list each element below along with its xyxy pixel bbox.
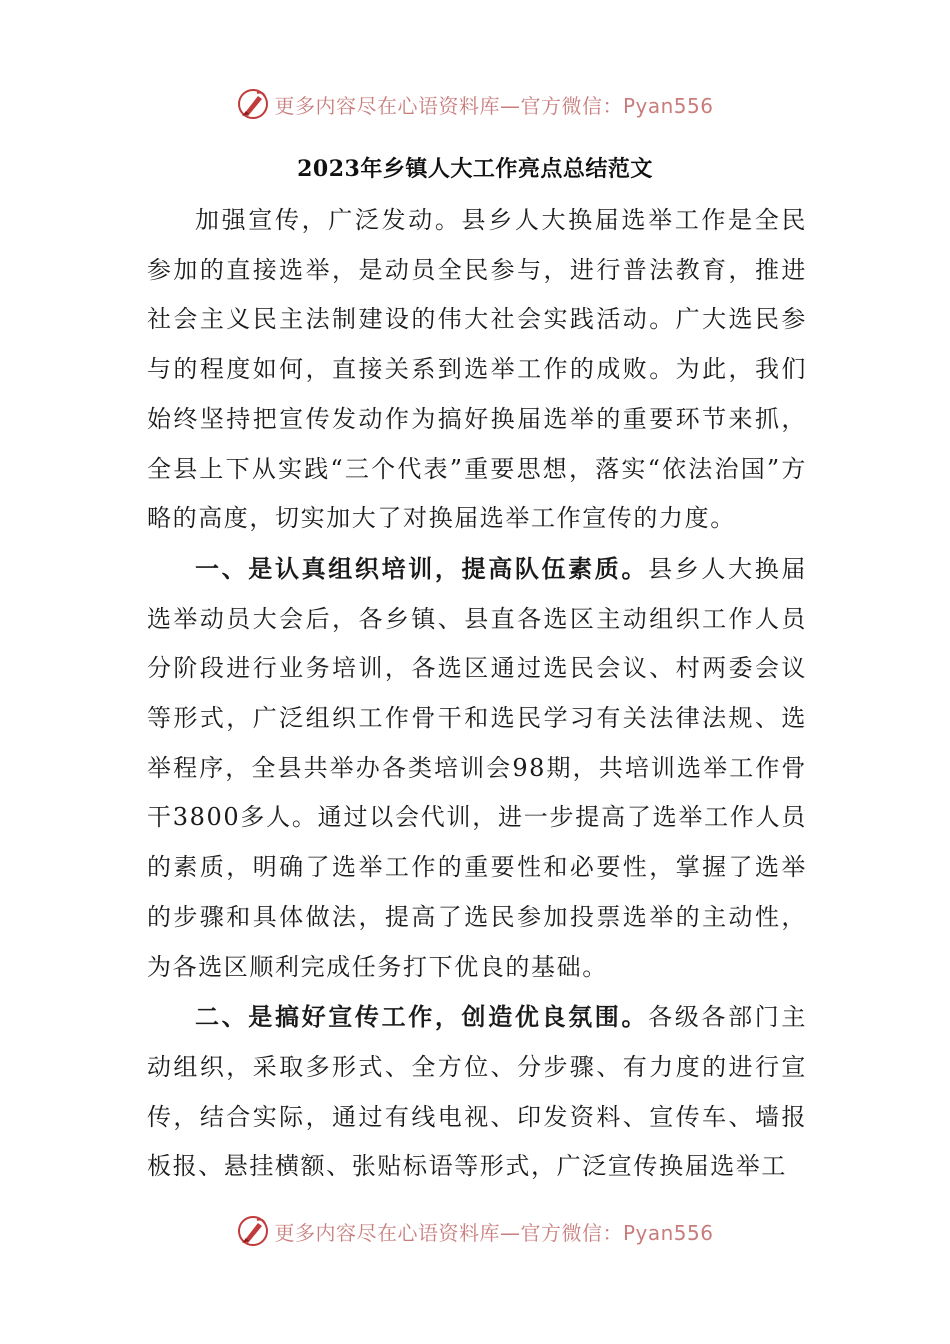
watermark-group [236,1214,713,1248]
document-title: 2023年乡镇人大工作亮点总结范文 [297,156,653,182]
paragraph-publicity-heading: 二、是搞好宣传工作，创造优良氛围。 [195,1002,649,1032]
watermark-group [236,87,713,121]
paragraph-intro-text: 加强宣传，广泛发动。县乡人大换届选举工作是全民参加的直接选举，是动员全民参与，进行普法教育，推进社会主义民主法制建设的伟大社会实践活动。广大选民参与的程度如何，直接关系到选举工作的成败。为此，我们始终坚持把宣传发动作为搞好换届选举的重要环节来抓，全县上下从实践“三个代表”重要思想，落实“依法治国”方略的高度，切实加大了对换届选举工作宣传的力度。 [147,206,807,533]
paragraph-training [147,544,807,992]
watermark-text: 更多内容尽在心语资料库—官方微信：Pyan556 [274,93,714,118]
paragraph-intro [147,196,807,544]
pen-logo-icon [236,1214,270,1248]
paragraph-publicity [147,992,807,1192]
paragraph-training-heading: 一、是认真组织培训，提高队伍素质。 [195,553,649,583]
document-body [147,196,807,1192]
pen-logo-icon [236,87,270,121]
watermark-banner-bottom [0,1211,950,1251]
watermark-text: 更多内容尽在心语资料库—官方微信：Pyan556 [274,1220,714,1245]
paragraph-training-text: 县乡人大换届选举动员大会后，各乡镇、县直各选区主动组织工作人员分阶段进行业务培训，各选区通过选民会议、村两委会议等形式，广泛组织工作骨干和选民学习有关法律法规、选举程序，全县共举办各类培训会98期，共培训选举工作骨干3800多人。通过以会代训，进一步提高了选举工作人员的素质，明确了选举工作的重要性和必要性，掌握了选举的步骤和具体做法，提高了选民参加投票选举的主动性，为各选区顺利完成任务打下优良的基础。 [147,554,807,981]
paragraph-publicity-text: 各级各部门主动组织，采取多形式、全方位、分步骤、有力度的进行宣传，结合实际，通过有线电视、印发资料、宣传车、墙报板报、悬挂横额、张贴标语等形式，广泛宣传换届选举工 [147,1003,807,1181]
watermark-banner-top [0,84,950,124]
